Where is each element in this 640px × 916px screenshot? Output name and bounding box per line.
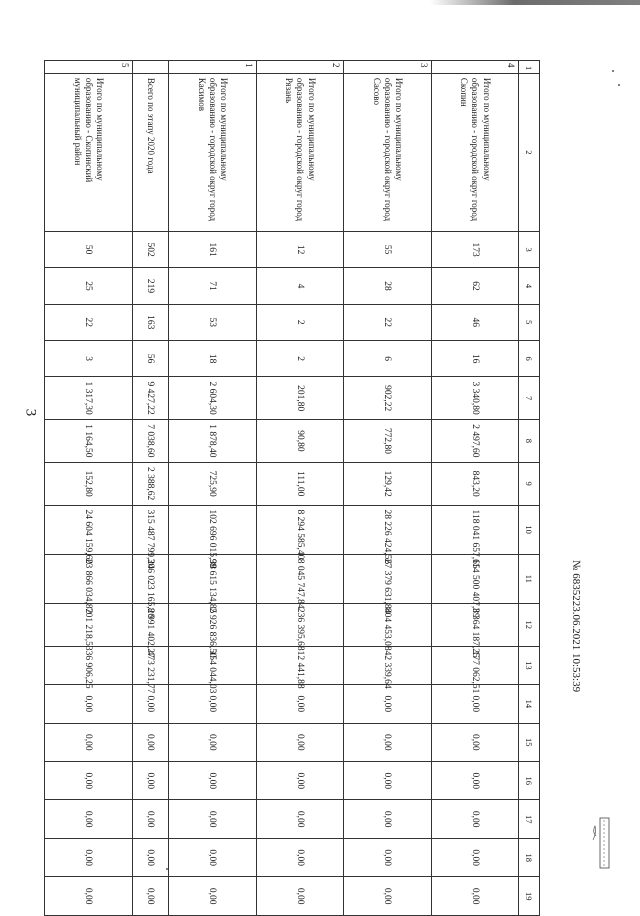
table-cell: 2 926 836,50	[169, 603, 256, 646]
table-cell: 0,00	[169, 800, 256, 838]
table-row	[169, 61, 256, 916]
table-row	[45, 61, 133, 916]
table-cell: 0,00	[431, 877, 518, 916]
row-name: Итого по муниципальному образованию - Скопинский муниципальный район	[45, 73, 133, 231]
table-cell: 24 604 159,60	[45, 505, 133, 554]
table-cell: 725,90	[169, 462, 256, 505]
table-cell: 50	[45, 231, 133, 267]
table-cell: 111,00	[256, 462, 343, 505]
scan-streak	[430, 0, 640, 5]
table-cell: 201,80	[256, 377, 343, 420]
table-cell: 4	[256, 268, 343, 304]
table-cell: 0,00	[132, 800, 169, 838]
scan-dot	[612, 70, 614, 72]
table-cell: 22	[344, 304, 431, 340]
table-cell: 36 906,25	[45, 646, 133, 684]
table-cell: 1 317,30	[45, 377, 133, 420]
column-number: 18	[519, 838, 540, 876]
table-cell: 0,00	[45, 685, 133, 723]
table-cell: 0,00	[256, 877, 343, 916]
table-cell: 502	[132, 231, 169, 267]
table-cell: 0,00	[169, 877, 256, 916]
table-row	[132, 61, 169, 916]
table-cell: 0,00	[431, 838, 518, 876]
table-cell: 53	[169, 304, 256, 340]
column-number: 8	[519, 420, 540, 463]
table-cell: 28	[344, 268, 431, 304]
table-cell: 0,00	[132, 838, 169, 876]
column-number: 13	[519, 646, 540, 684]
row-index	[132, 61, 169, 74]
row-name: Всего по этапу 2020 года	[132, 73, 169, 231]
table-cell: 18	[169, 340, 256, 376]
page-number: 3	[22, 408, 39, 417]
table-cell: 2 604,30	[169, 377, 256, 420]
table-cell: 0,00	[256, 762, 343, 800]
table-cell: 0,00	[132, 723, 169, 761]
table-cell: 22	[45, 304, 133, 340]
table-cell: 0,00	[169, 723, 256, 761]
column-number: 5	[519, 304, 540, 340]
table-cell: 0,00	[256, 685, 343, 723]
row-index: 2	[256, 61, 343, 74]
table-cell: 8 045 747,84	[256, 554, 343, 603]
column-number: 3	[519, 231, 540, 267]
table-cell: 1 878,40	[169, 420, 256, 463]
table-cell: 28 226 424,56	[344, 505, 431, 554]
table-cell: 161	[169, 231, 256, 267]
table-cell: 0,00	[344, 685, 431, 723]
table-cell: 0,00	[169, 762, 256, 800]
table-cell: 12	[256, 231, 343, 267]
scan-dot	[618, 84, 620, 86]
table-cell: 236 395,68	[256, 603, 343, 646]
column-number-row	[519, 61, 540, 916]
table-cell: 0,00	[45, 838, 133, 876]
table-row	[256, 61, 343, 916]
table-cell: 152,80	[45, 462, 133, 505]
row-name: Итого по муниципальному образованию - городской округ город Касимов	[169, 73, 256, 231]
table-cell: 12 441,88	[256, 646, 343, 684]
table-cell: 0,00	[45, 723, 133, 761]
table-cell: 2	[256, 340, 343, 376]
row-name: Итого по муниципальному образованию - городской округ город Рязань	[256, 73, 343, 231]
table-cell: 0,00	[344, 762, 431, 800]
table-cell: 129,42	[344, 462, 431, 505]
table-cell: 0,00	[256, 800, 343, 838]
table-cell: 0,00	[132, 762, 169, 800]
table-cell: 0,00	[344, 800, 431, 838]
column-number: 9	[519, 462, 540, 505]
row-index: 4	[431, 61, 518, 74]
table-cell: 804 453,08	[344, 603, 431, 646]
table-cell: 16	[431, 340, 518, 376]
column-number: 12	[519, 603, 540, 646]
table-cell: 0,00	[431, 800, 518, 838]
table-cell: 90,80	[256, 420, 343, 463]
row-index: 1	[169, 61, 256, 74]
table-cell: 772,80	[344, 420, 431, 463]
data-table	[44, 60, 540, 916]
table-cell: 173	[431, 231, 518, 267]
column-number: 2	[519, 73, 540, 231]
table-cell: 0,00	[132, 685, 169, 723]
table-cell: 7 038,60	[132, 420, 169, 463]
row-name: Итого по муниципальному образованию - городской округ город Скопин	[431, 73, 518, 231]
table-cell: 0,00	[45, 800, 133, 838]
column-number: 11	[519, 554, 540, 603]
registration-stamp: № 6835223.06.2021 10:53:39	[570, 560, 582, 693]
row-index: 5	[45, 61, 133, 74]
table-cell: 8 294 585,40	[256, 505, 343, 554]
table-row	[344, 61, 431, 916]
table-cell: 219	[132, 268, 169, 304]
table-cell: 701 218,53	[45, 603, 133, 646]
table-cell: 25	[45, 268, 133, 304]
table-cell: 6	[344, 340, 431, 376]
table-cell: 0,00	[256, 838, 343, 876]
table-cell: 163	[132, 304, 169, 340]
column-number: 10	[519, 505, 540, 554]
table-cell: 0,00	[45, 762, 133, 800]
table-cell: 306 023 165,20	[132, 554, 169, 603]
table-cell: 1 164,50	[45, 420, 133, 463]
table-row	[431, 61, 518, 916]
table-cell: 0,00	[45, 877, 133, 916]
table-cell: 0,00	[169, 838, 256, 876]
table-cell: 902,22	[344, 377, 431, 420]
table-cell: 0,00	[431, 723, 518, 761]
table-cell: 473 231,77	[132, 646, 169, 684]
table-cell: 23 866 034,82	[45, 554, 133, 603]
table-cell: 0,00	[344, 723, 431, 761]
table-cell: 8 991 402,27	[132, 603, 169, 646]
column-number: 16	[519, 762, 540, 800]
table-cell: 56	[132, 340, 169, 376]
table-cell: 62	[431, 268, 518, 304]
table-cell: 315 487 799,24	[132, 505, 169, 554]
table-cell: 102 696 015,38	[169, 505, 256, 554]
table-body	[45, 61, 540, 916]
table-cell: 3	[45, 340, 133, 376]
table-cell: 2 388,62	[132, 462, 169, 505]
table-cell: 71	[169, 268, 256, 304]
table-cell: 46	[431, 304, 518, 340]
table-cell: 0,00	[344, 877, 431, 916]
row-index: 3	[344, 61, 431, 74]
table-cell: 0,00	[132, 877, 169, 916]
table-cell: 3 364 187,25	[431, 603, 518, 646]
column-number: 1	[519, 61, 540, 74]
column-number: 15	[519, 723, 540, 761]
rotated-table-container	[44, 60, 540, 916]
table-cell: 0,00	[169, 685, 256, 723]
table-cell: 55	[344, 231, 431, 267]
table-cell: 177 062,51	[431, 646, 518, 684]
column-number: 7	[519, 377, 540, 420]
table-cell: 99 615 134,85	[169, 554, 256, 603]
column-number: 14	[519, 685, 540, 723]
column-number: 6	[519, 340, 540, 376]
table-cell: 9 427,22	[132, 377, 169, 420]
column-number: 4	[519, 268, 540, 304]
table-cell: 114 500 407,89	[431, 554, 518, 603]
table-cell: 154 044,03	[169, 646, 256, 684]
table-cell: 2 497,60	[431, 420, 518, 463]
table-cell: 3 340,80	[431, 377, 518, 420]
column-number: 19	[519, 877, 540, 916]
table-cell: 27 379 631,84	[344, 554, 431, 603]
table-cell: 0,00	[344, 838, 431, 876]
table-cell: 0,00	[256, 723, 343, 761]
table-cell: 2	[256, 304, 343, 340]
signature-mark-icon	[590, 810, 612, 880]
table-cell: 0,00	[431, 762, 518, 800]
table-cell: 0,00	[431, 685, 518, 723]
row-name: Итого по муниципальному образованию - городской округ город Сасово	[344, 73, 431, 231]
column-number: 17	[519, 800, 540, 838]
table-cell: 42 339,64	[344, 646, 431, 684]
table-cell: 118 041 657,65	[431, 505, 518, 554]
table-cell: 843,20	[431, 462, 518, 505]
